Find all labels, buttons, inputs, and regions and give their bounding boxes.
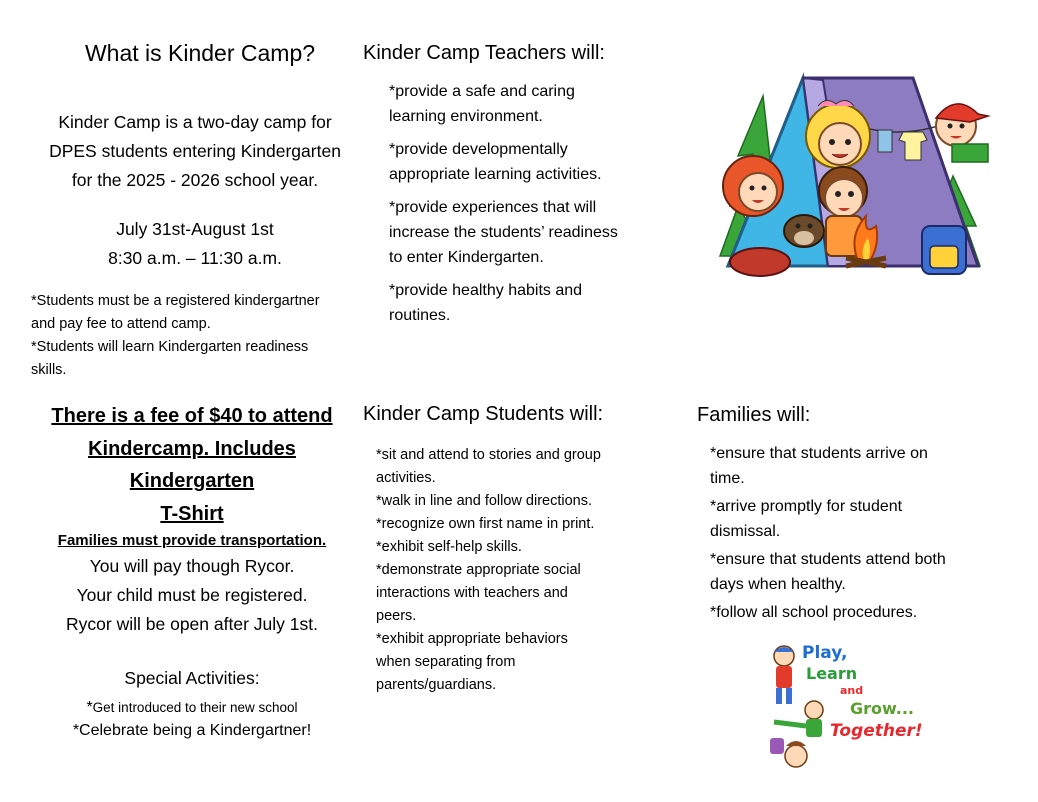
list-item: *demonstrate appropriate social	[376, 562, 581, 578]
list-item: *walk in line and follow directions.	[376, 493, 592, 509]
students-heading: Kinder Camp Students will:	[363, 403, 604, 425]
list-item: interactions with teachers and	[376, 585, 568, 601]
transport-note: Families must provide transportation.	[57, 532, 327, 549]
special-activity-item: *Get introduced to their new school	[86, 699, 298, 716]
page-title: What is Kinder Camp?	[84, 40, 316, 66]
families-heading: Families will:	[697, 404, 811, 426]
list-item: parents/guardians.	[376, 677, 497, 693]
list-item: when separating from	[376, 654, 516, 670]
payment-line: Rycor will be open after July 1st.	[66, 614, 318, 634]
list-item: *sit and attend to stories and group	[376, 447, 601, 463]
list-item: *follow all school procedures.	[710, 604, 918, 621]
list-item: *ensure that students arrive on time.	[710, 445, 928, 487]
left-column	[40, 40, 360, 67]
camp-times: 8:30 a.m. – 11:30 a.m.	[108, 248, 282, 268]
list-item: *exhibit self-help skills.	[376, 539, 522, 555]
camp-dates: July 31st-August 1st	[116, 219, 274, 239]
special-activities	[22, 664, 362, 743]
list-item: *provide experiences that will increase the students’ readiness to enter Kindergarten.	[389, 199, 618, 266]
fee-line: Kindergarten	[129, 470, 255, 492]
fee-line: Kindercamp. Includes	[88, 437, 296, 460]
payment-line: You will pay though Rycor.	[89, 556, 295, 576]
special-activity-item: *Celebrate being a Kindergartner!	[72, 722, 312, 739]
students-list	[376, 444, 646, 697]
fee-line: There is a fee of $40 to attend	[51, 405, 333, 427]
list-item: *exhibit appropriate behaviors	[376, 631, 568, 647]
payment-line: Your child must be registered.	[76, 585, 308, 605]
teachers-list	[389, 79, 649, 328]
special-activities-title: Special Activities:	[124, 668, 260, 688]
note-line: and pay fee to attend camp.	[31, 316, 211, 332]
note-line: skills.	[31, 362, 67, 378]
list-item: *recognize own first name in print.	[376, 516, 595, 532]
intro-line: DPES students entering Kindergarten	[49, 141, 341, 161]
note-line: *Students must be a registered kindergartner	[31, 293, 320, 309]
families-list	[710, 441, 1010, 625]
camp-tent-illustration	[708, 66, 1000, 288]
camp-notes	[31, 290, 361, 382]
list-item: *arrive promptly for student dismissal.	[710, 498, 903, 540]
list-item: *provide healthy habits and routines.	[389, 282, 583, 324]
camp-intro	[30, 108, 360, 195]
teachers-heading: Kinder Camp Teachers will:	[363, 42, 605, 64]
camp-schedule	[30, 215, 360, 273]
list-item: peers.	[376, 608, 417, 624]
fee-line: T-Shirt	[160, 502, 224, 525]
list-item: *provide developmentally appropriate learning activities.	[389, 141, 602, 183]
fee-section	[22, 400, 362, 639]
list-item: activities.	[376, 470, 436, 486]
intro-line: Kinder Camp is a two-day camp for	[58, 112, 332, 132]
list-item: *provide a safe and caring learning environment.	[389, 83, 575, 125]
note-line: *Students will learn Kindergarten readiness	[31, 339, 309, 355]
logo-text: Play, Learn and Grow... Together!	[802, 643, 923, 741]
intro-line: for the 2025 - 2026 school year.	[71, 170, 319, 190]
play-learn-grow-logo	[766, 642, 946, 772]
list-item: *ensure that students attend both days when healthy.	[710, 551, 946, 593]
